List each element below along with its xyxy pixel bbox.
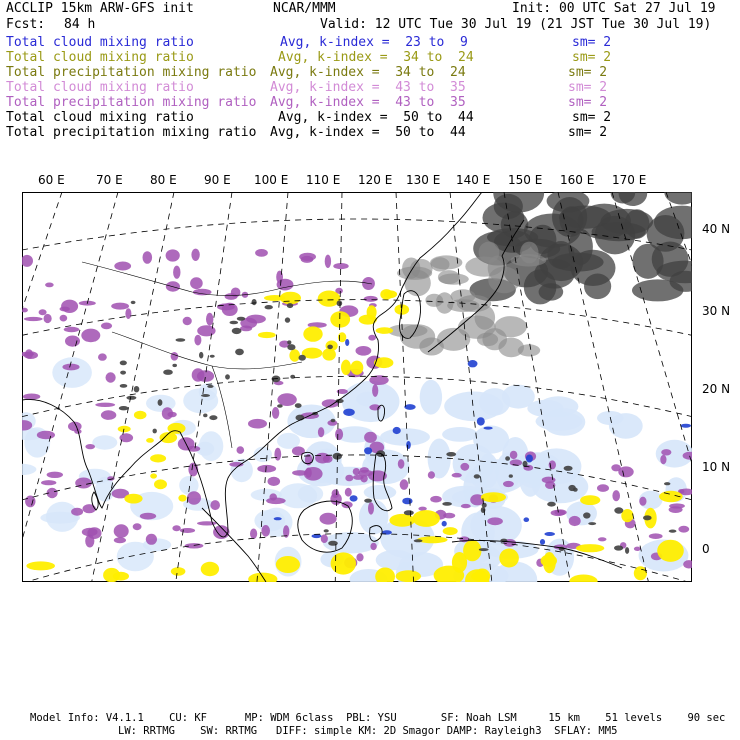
cloud-high-purple: [125, 308, 131, 319]
cloud-high-purple: [114, 262, 131, 271]
cloud-mid-yellow: [178, 495, 186, 502]
cloud-high-purple: [549, 460, 556, 469]
cloud-high-purple: [461, 504, 471, 508]
cloud-patch-light: [364, 485, 397, 500]
lon-label: 120 E: [358, 173, 393, 187]
cloud-top-gray: [324, 529, 329, 532]
cloud-high-purple: [510, 451, 518, 459]
cloud-high-purple: [225, 293, 238, 300]
cloud-top-gray: [176, 338, 186, 341]
cloud-mid-yellow: [351, 361, 364, 375]
cloud-top-gray: [573, 488, 578, 492]
cloud-high-purple: [114, 537, 126, 543]
lon-label: 100 E: [254, 173, 289, 187]
cloud-high-purple: [368, 335, 376, 341]
cloud-high-purple: [162, 407, 173, 419]
forecast-map: [22, 192, 692, 582]
cloud-high-purple: [44, 314, 52, 323]
cloud-top-gray: [419, 338, 444, 356]
cloud-high-purple: [191, 249, 199, 261]
cloud-high-purple: [183, 317, 192, 325]
cloud-high-purple: [323, 455, 333, 463]
cloud-top-gray: [126, 396, 136, 400]
cloud-high-purple: [364, 296, 378, 302]
cloud-high-purple: [62, 364, 79, 371]
cloud-top-gray: [209, 415, 217, 420]
cloud-patch-light: [444, 392, 503, 422]
cloud-high-purple: [75, 478, 92, 489]
cloud-high-purple: [106, 372, 116, 382]
cloud-high-purple: [95, 403, 115, 407]
valid-time: Valid: 12 UTC Tue 30 Jul 19 (21 JST Tue 30 Jul 19): [320, 17, 712, 32]
cloud-top-gray: [669, 530, 677, 533]
cloud-low-blue: [350, 495, 358, 501]
cloud-top-gray: [232, 328, 242, 334]
cloud-high-purple: [190, 277, 203, 289]
cloud-top-gray: [439, 274, 469, 285]
cloud-top-gray: [505, 456, 510, 461]
cloud-high-purple: [428, 471, 435, 479]
cloud-high-purple: [400, 479, 409, 490]
cloud-high-purple: [660, 455, 666, 464]
cloud-top-gray: [153, 429, 157, 434]
cloud-high-purple: [25, 349, 33, 358]
cloud-mid-yellow: [124, 494, 142, 504]
cloud-high-purple: [398, 459, 405, 469]
cloud-mid-yellow: [580, 495, 600, 505]
cloud-top-gray: [477, 333, 498, 347]
cloud-high-purple: [206, 313, 213, 326]
cloud-high-purple: [342, 501, 353, 508]
cloud-high-purple: [460, 463, 469, 471]
cloud-top-gray: [199, 352, 203, 359]
lat-label: 20 N: [702, 382, 731, 396]
cloud-high-purple: [65, 336, 80, 347]
cloud-high-purple: [487, 517, 503, 525]
cloud-high-purple: [639, 497, 646, 506]
cloud-mid-yellow: [443, 527, 458, 535]
cloud-top-gray: [158, 399, 163, 406]
cloud-high-purple: [71, 508, 83, 516]
cloud-high-purple: [430, 496, 442, 503]
cloud-high-purple: [569, 516, 581, 526]
cloud-top-gray: [287, 344, 295, 350]
cloud-low-blue: [540, 539, 545, 545]
cloud-high-purple: [335, 429, 343, 441]
cloud-low-blue: [406, 441, 411, 449]
cloud-high-purple: [597, 484, 609, 492]
cloud-high-purple: [649, 533, 663, 539]
cloud-high-purple: [64, 327, 80, 332]
lon-label: 110 E: [306, 173, 341, 187]
cloud-patch-light: [254, 447, 272, 462]
cloud-high-purple: [61, 300, 78, 313]
cloud-top-gray: [235, 349, 244, 356]
cloud-top-gray: [120, 384, 128, 388]
cloud-high-purple: [612, 490, 620, 501]
cloud-top-gray: [277, 404, 283, 408]
cloud-high-purple: [345, 475, 353, 482]
lon-label: 160 E: [560, 173, 595, 187]
cloud-top-gray: [539, 283, 564, 300]
cloud-top-gray: [404, 270, 430, 296]
field-smoothing: sm= 2: [568, 80, 608, 95]
cloud-patch-light: [420, 380, 442, 415]
cloud-high-purple: [364, 432, 377, 443]
cloud-patch-light: [277, 433, 300, 449]
cloud-high-purple: [268, 477, 281, 486]
cloud-patch-light: [199, 431, 223, 461]
cloud-top-gray: [442, 502, 452, 506]
cloud-low-blue: [404, 404, 415, 410]
cloud-high-purple: [634, 547, 641, 551]
cloud-high-purple: [332, 489, 340, 498]
cloud-top-gray: [583, 512, 590, 518]
cloud-high-purple: [146, 534, 157, 545]
cloud-patch-light: [183, 388, 218, 413]
cloud-high-purple: [171, 352, 179, 361]
cloud-patch-light: [359, 500, 388, 535]
field-name: Total precipitation mixing ratio: [6, 95, 257, 110]
cloud-top-gray: [203, 414, 207, 418]
fcst-label: Fcst:: [6, 17, 46, 32]
cloud-top-gray: [207, 385, 213, 388]
field-smoothing: sm= 2: [568, 95, 608, 110]
cloud-mid-yellow: [113, 572, 129, 581]
lat-label: 10 N: [702, 460, 731, 474]
cloud-top-gray: [172, 364, 177, 367]
cloud-top-gray: [287, 303, 293, 308]
cloud-top-gray: [299, 355, 306, 361]
cloud-high-purple: [250, 529, 257, 539]
cloud-high-purple: [60, 315, 68, 322]
cloud-high-purple: [618, 466, 633, 477]
cloud-high-purple: [255, 249, 268, 257]
cloud-top-gray: [479, 242, 500, 264]
cloud-high-purple: [85, 444, 95, 449]
cloud-low-blue: [468, 360, 478, 367]
cloud-top-gray: [479, 548, 489, 551]
cloud-mid-yellow: [413, 510, 440, 527]
cloud-top-gray: [295, 403, 302, 408]
cloud-patch-light: [442, 427, 478, 442]
cloud-high-purple: [246, 315, 266, 324]
cloud-mid-yellow: [499, 549, 519, 568]
cloud-top-gray: [252, 299, 257, 305]
cloud-top-gray: [328, 541, 338, 546]
cloud-high-purple: [81, 329, 100, 343]
cloud-top-gray: [285, 317, 290, 322]
lon-label: 150 E: [508, 173, 543, 187]
field-k-index: Avg, k-index = 43 to 35: [270, 95, 466, 110]
cloud-high-purple: [41, 480, 56, 485]
cloud-low-blue: [681, 424, 691, 428]
cloud-high-purple: [101, 410, 116, 420]
cloud-high-purple: [368, 502, 374, 514]
cloud-high-purple: [318, 427, 324, 437]
cloud-mid-yellow: [150, 454, 166, 462]
cloud-top-gray: [331, 419, 336, 423]
field-name: Total cloud mixing ratio: [6, 35, 194, 50]
lon-label: 90 E: [204, 173, 231, 187]
cloud-high-purple: [23, 394, 40, 400]
cloud-high-purple: [272, 407, 279, 419]
cloud-top-gray: [614, 507, 623, 513]
lon-label: 170 E: [612, 173, 647, 187]
field-k-index: Avg, k-index = 34 to 24: [278, 50, 474, 65]
cloud-mid-yellow: [264, 295, 285, 301]
cloud-high-purple: [598, 537, 607, 541]
cloud-top-gray: [237, 317, 245, 321]
cloud-mid-yellow: [201, 562, 219, 576]
cloud-top-gray: [643, 515, 652, 520]
cloud-top-gray: [210, 355, 215, 358]
field-k-index: Avg, k-index = 43 to 35: [270, 80, 466, 95]
cloud-mid-yellow: [376, 327, 393, 334]
cloud-patch-light: [92, 435, 117, 449]
field-smoothing: sm= 2: [572, 50, 612, 65]
cloud-high-purple: [140, 513, 156, 520]
cloud-mid-yellow: [154, 479, 167, 489]
cloud-low-blue: [442, 521, 447, 527]
cloud-high-purple: [172, 525, 180, 531]
cloud-high-purple: [133, 523, 142, 530]
cloud-mid-yellow: [289, 349, 300, 361]
lon-label: 60 E: [38, 173, 65, 187]
cloud-top-gray: [131, 301, 136, 304]
cloud-high-purple: [661, 449, 671, 455]
cloud-patch-light: [531, 448, 581, 484]
cloud-top-gray: [414, 539, 423, 542]
cloud-top-gray: [327, 345, 333, 350]
cloud-top-gray: [119, 406, 129, 410]
cloud-mid-yellow: [150, 473, 157, 478]
cloud-high-purple: [82, 528, 98, 537]
cloud-high-purple: [45, 283, 54, 288]
cloud-low-blue: [364, 447, 372, 454]
cloud-low-blue: [477, 417, 485, 425]
cloud-high-purple: [47, 472, 63, 478]
field-smoothing: sm= 2: [568, 65, 608, 80]
cloud-high-purple: [261, 525, 270, 537]
cloud-high-purple: [299, 253, 316, 261]
cloud-patch-light: [470, 506, 521, 546]
cloud-mid-yellow: [134, 411, 147, 420]
cloud-mid-yellow: [576, 544, 604, 552]
cloud-high-purple: [39, 309, 47, 315]
cloud-top-gray: [134, 386, 140, 392]
init-time: Init: 00 UTC Sat 27 Jul 19: [512, 1, 716, 16]
cloud-high-purple: [187, 491, 201, 504]
cloud-high-purple: [305, 468, 312, 478]
cloud-patch-light: [298, 485, 323, 503]
cloud-top-gray: [431, 257, 450, 271]
cloud-high-purple: [257, 465, 276, 473]
cloud-mid-yellow: [481, 492, 506, 502]
cloud-mid-yellow: [657, 540, 684, 562]
cloud-high-purple: [24, 317, 43, 321]
cloud-high-purple: [503, 481, 514, 487]
cloud-top-gray: [446, 452, 456, 457]
field-smoothing: sm= 2: [568, 125, 608, 140]
cloud-mid-yellow: [452, 552, 467, 573]
field-smoothing: sm= 2: [572, 35, 612, 50]
cloud-top-gray: [664, 482, 670, 485]
cloud-top-gray: [163, 370, 173, 375]
cloud-high-purple: [83, 504, 96, 513]
cloud-high-purple: [37, 431, 55, 439]
lat-label: 0: [702, 542, 710, 556]
lon-label: 70 E: [96, 173, 123, 187]
cloud-top-gray: [201, 394, 210, 397]
cloud-top-gray: [482, 503, 487, 508]
cloud-high-purple: [101, 323, 112, 330]
field-smoothing: sm= 2: [572, 110, 612, 125]
cloud-patch-light: [46, 502, 78, 532]
cloud-high-purple: [210, 500, 220, 510]
cloud-mid-yellow: [303, 326, 322, 341]
field-k-index: Avg, k-index = 50 to 44: [270, 125, 466, 140]
cloud-high-purple: [194, 335, 201, 346]
field-k-index: Avg, k-index = 50 to 44: [278, 110, 474, 125]
cloud-high-purple: [321, 534, 328, 543]
cloud-top-gray: [632, 279, 683, 301]
cloud-patch-light: [52, 357, 92, 388]
cloud-high-purple: [185, 543, 204, 548]
lon-label: 80 E: [150, 173, 177, 187]
cloud-high-purple: [180, 528, 195, 533]
cloud-top-gray: [578, 204, 631, 240]
cloud-high-purple: [452, 473, 462, 478]
cloud-high-purple: [345, 488, 352, 497]
cloud-high-purple: [166, 249, 180, 261]
field-k-index: Avg, k-index = 23 to 9: [280, 35, 468, 50]
fcst-value: 84 h: [64, 17, 96, 32]
cloud-low-blue: [544, 532, 555, 536]
cloud-mid-yellow: [367, 305, 377, 319]
cloud-mid-yellow: [341, 360, 351, 375]
field-name: Total cloud mixing ratio: [6, 110, 194, 125]
cloud-low-blue: [343, 409, 355, 416]
cloud-patch-light: [380, 428, 430, 446]
cloud-top-gray: [287, 340, 291, 344]
model-title: ACCLIP 15km ARW-GFS init: [6, 1, 194, 16]
cloud-low-blue: [274, 517, 282, 520]
cloud-top-gray: [588, 522, 596, 525]
cloud-top-gray: [509, 474, 513, 477]
cloud-mid-yellow: [258, 332, 276, 338]
lon-label: 130 E: [406, 173, 441, 187]
cloud-mid-yellow: [380, 289, 392, 300]
cloud-top-gray: [547, 502, 556, 507]
cloud-low-blue: [393, 427, 401, 434]
cloud-mid-yellow: [541, 555, 557, 567]
cloud-high-purple: [248, 419, 267, 429]
cloud-low-blue: [524, 517, 530, 522]
cloud-high-purple: [358, 470, 373, 477]
cloud-top-gray: [404, 510, 414, 515]
cloud-top-gray: [564, 466, 573, 471]
field-name: Total precipitation mixing ratio: [6, 125, 257, 140]
cloud-high-purple: [274, 448, 281, 461]
cloud-high-purple: [114, 524, 129, 538]
cloud-top-gray: [614, 545, 623, 550]
cloud-top-gray: [364, 499, 372, 503]
cloud-mid-yellow: [396, 570, 421, 582]
cloud-top-gray: [474, 474, 480, 478]
cloud-mid-yellow: [322, 348, 336, 360]
cloud-mid-yellow: [26, 561, 55, 570]
cloud-mid-yellow: [417, 536, 448, 543]
cloud-high-purple: [98, 353, 107, 360]
cloud-high-purple: [678, 526, 689, 533]
cloud-top-gray: [539, 244, 583, 281]
cloud-top-gray: [120, 371, 126, 375]
cloud-high-purple: [292, 446, 305, 455]
cloud-high-purple: [269, 493, 277, 500]
cloud-patch-light: [609, 413, 643, 439]
cloud-low-blue: [526, 455, 533, 463]
cloud-high-purple: [325, 255, 331, 268]
cloud-low-blue: [484, 427, 493, 430]
cloud-mid-yellow: [276, 556, 300, 573]
cloud-top-gray: [425, 294, 443, 307]
cloud-high-purple: [173, 266, 180, 279]
cloud-high-purple: [356, 553, 363, 561]
cloud-top-gray: [225, 374, 230, 379]
model-info-line2: LW: RRTMG SW: RRTMG DIFF: simple KM: 2D Smagor DAMP: Rayleigh3 SFLAY: MM5: [118, 725, 618, 737]
field-name: Total cloud mixing ratio: [6, 50, 194, 65]
lat-label: 30 N: [702, 304, 731, 318]
cloud-high-purple: [192, 368, 205, 381]
lon-label: 140 E: [456, 173, 491, 187]
model-info-line1: Model Info: V4.1.1 CU: KF MP: WDM 6class PBL: YSU SF: Noah LSM 15 km 51 levels 90 sec: [30, 712, 726, 724]
cloud-high-purple: [542, 477, 556, 484]
cloud-mid-yellow: [146, 438, 154, 443]
cloud-mid-yellow: [171, 567, 186, 576]
field-name: Total cloud mixing ratio: [6, 80, 194, 95]
cloud-high-purple: [669, 506, 683, 513]
cloud-high-purple: [143, 251, 153, 264]
cloud-high-purple: [111, 303, 129, 310]
lat-label: 40 N: [702, 222, 731, 236]
org-label: NCAR/MMM: [273, 1, 336, 16]
cloud-patch-light: [473, 426, 509, 454]
cloud-high-purple: [370, 543, 376, 550]
cloud-top-gray: [625, 547, 629, 554]
cloud-mid-yellow: [331, 552, 356, 574]
cloud-high-purple: [372, 384, 378, 397]
cloud-high-purple: [237, 446, 245, 454]
cloud-high-purple: [356, 346, 372, 356]
cloud-top-gray: [518, 344, 540, 356]
field-name: Total precipitation mixing ratio: [6, 65, 257, 80]
field-k-index: Avg, k-index = 34 to 24: [270, 65, 466, 80]
cloud-top-gray: [120, 361, 127, 366]
cloud-high-purple: [25, 496, 35, 508]
cloud-low-blue: [402, 498, 412, 505]
cloud-top-gray: [265, 305, 273, 309]
cloud-high-purple: [277, 393, 296, 406]
cloud-top-gray: [230, 321, 239, 325]
cloud-low-blue: [345, 339, 349, 346]
cloud-high-purple: [555, 509, 567, 515]
cloud-high-purple: [443, 513, 455, 519]
cloud-top-gray: [337, 300, 343, 306]
cloud-high-purple: [320, 513, 337, 525]
